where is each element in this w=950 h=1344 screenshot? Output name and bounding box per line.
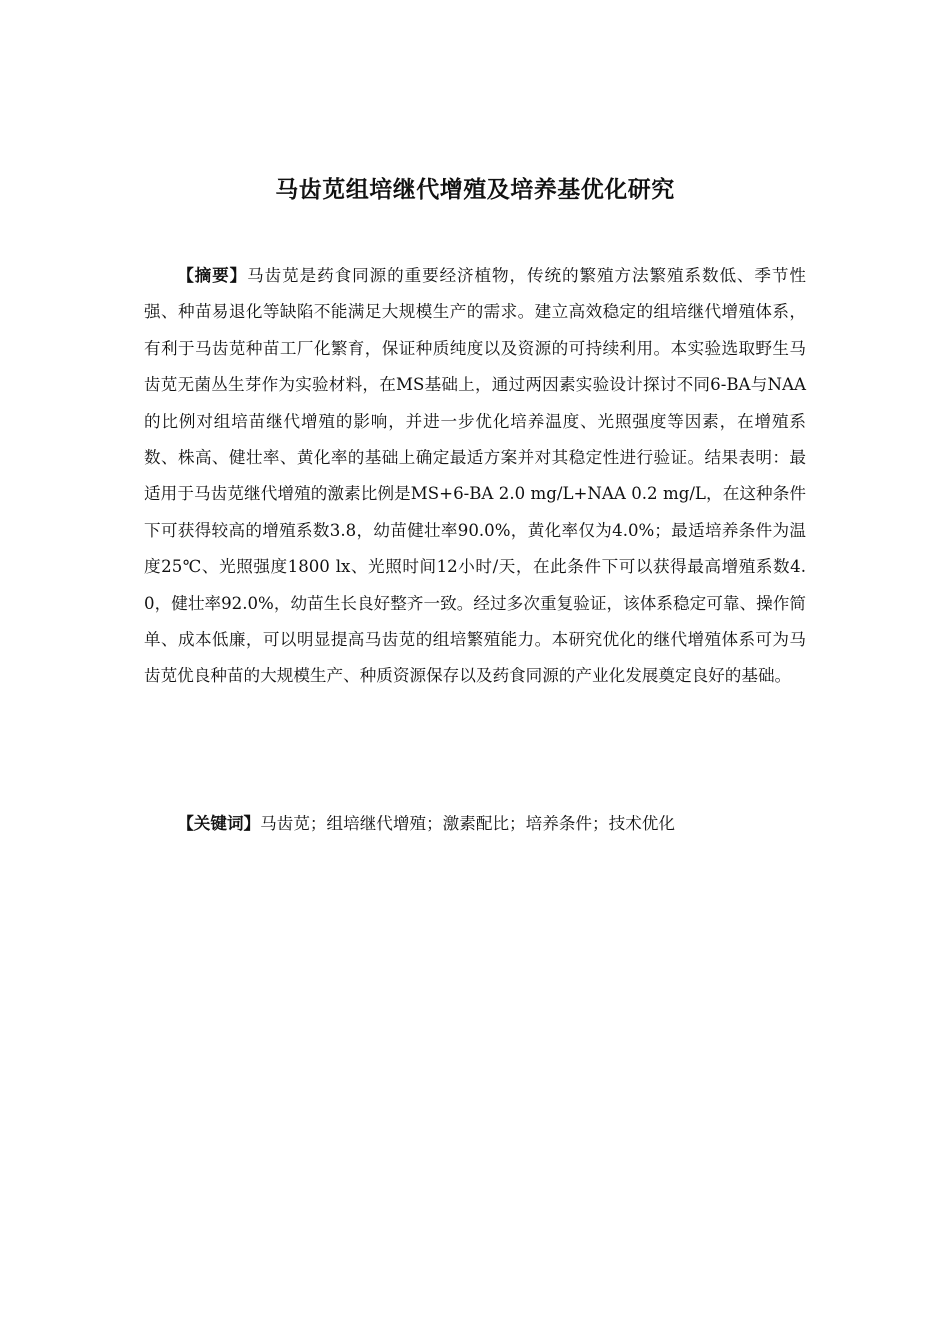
- keywords-text: 马齿苋；组培继代增殖；激素配比；培养条件；技术优化: [260, 814, 675, 833]
- abstract-label: 【摘要】: [177, 266, 248, 285]
- keywords-label: 【关键词】: [177, 814, 261, 833]
- paper-title: 马齿苋组培继代增殖及培养基优化研究: [275, 177, 675, 203]
- abstract-text: 马齿苋是药食同源的重要经济植物，传统的繁殖方法繁殖系数低、季节性强、种苗易退化等缺陷不能满足大规模生产的需求。建立高效稳定的组培继代增殖体系，有利于马齿苋种苗工厂化繁育，保证种质纯度以及资源的可持续利用。本实验选取野生马齿苋无菌丛生芽作为实验材料，在MS基础上，通过两因素实验设计探讨不同6-BA与NAA的比例对组培苗继代增殖的影响，并进一步优化培养温度、光照强度等因素，在增殖系数、株高、健壮率、黄化率的基础上确定最适方案并对其稳定性进行验证。结果表明：最适用于马齿苋继代增殖的激素比例是MS+6-BA 2.0 mg/L+NAA 0.2 mg/L，在这种条件下可获得较高的增殖系数3.8，幼苗健壮率90.0%，黄化率仅为4.0%；最适培养条件为温度25℃、光照强度1800 lx、光照时间12小时/天，在此条件下可以获得最高增殖系数4.0，健壮率92.0%，幼苗生长良好整齐一致。经过多次重复验证，该体系稳定可靠、操作简单、成本低廉，可以明显提高马齿苋的组培繁殖能力。本研究优化的继代增殖体系可为马齿苋优良种苗的大规模生产、种质资源保存以及药食同源的产业化发展奠定良好的基础。: [144, 266, 806, 686]
- keywords-paragraph: [144, 806, 806, 842]
- abstract-paragraph: [144, 258, 806, 695]
